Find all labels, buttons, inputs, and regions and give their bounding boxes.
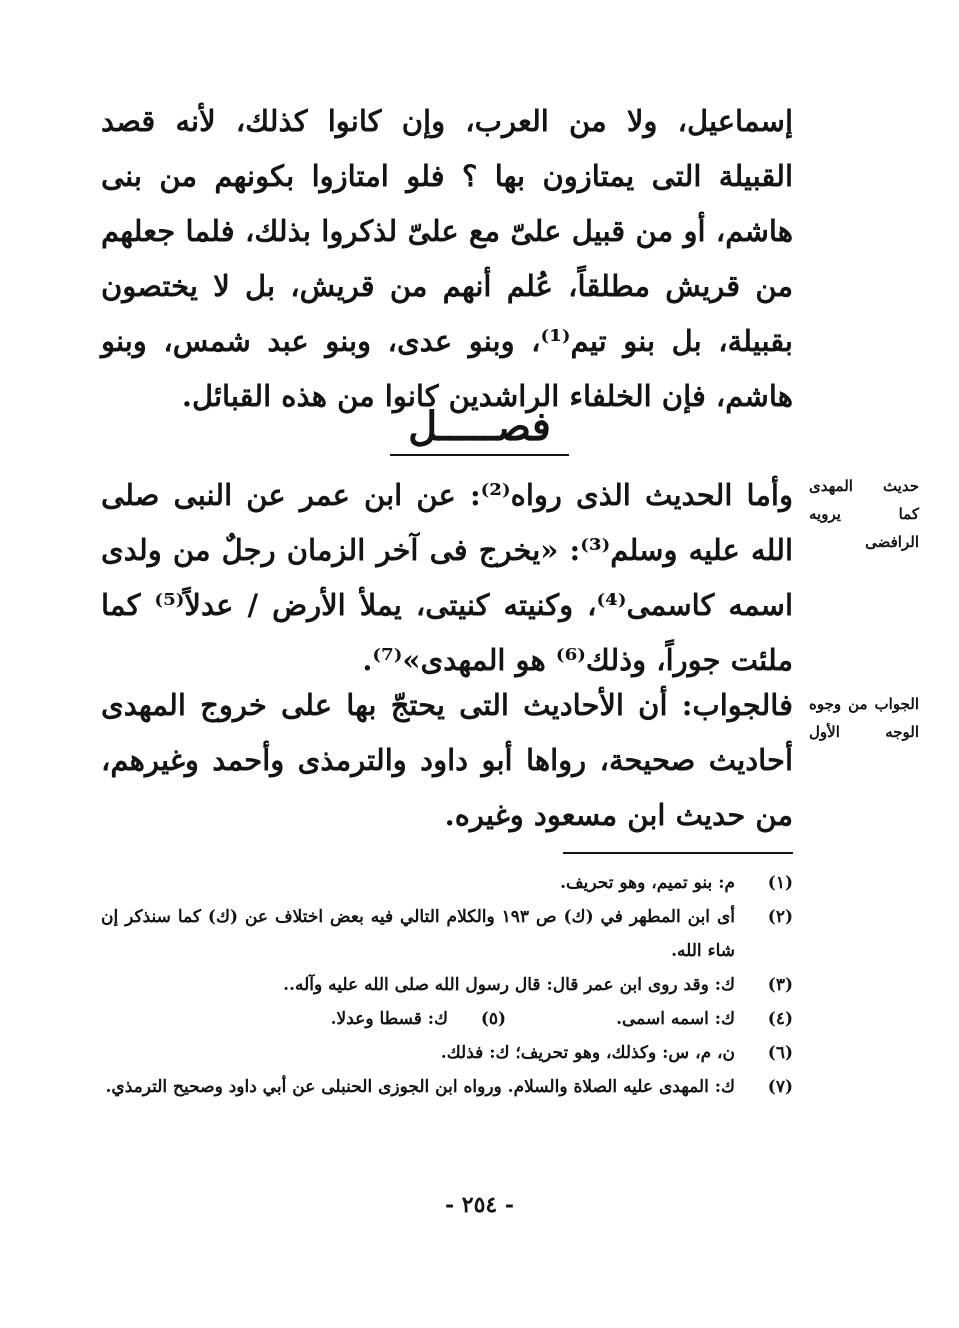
footnote-6: [101, 1036, 793, 1070]
footnote-number: (١): [767, 873, 793, 893]
footnote-number: (٤): [767, 1009, 793, 1029]
paragraph-3-lead: فالجواب: [692, 688, 793, 722]
paragraph-1: إسماعيل، ولا من العرب، وإن كانوا كذلك، لأنه قصد القبيلة التى يمتازون بها ؟ فلو امتازوا بكونهم من بنى هاشم، أو من قبيل علىّ مع علىّ لذكروا بذلك، فلما جعلهم من قريش مطلقاً، عُلم أنهم من قريش، بل لا يختصون بقبيلة، بل بنو تيم⁽¹⁾، وبنو عدى، وبنو عبد شمس، وبنو هاشم، فإن الخلفاء الراشدين كانوا من هذه القبائل.: [101, 104, 793, 413]
paragraph-2: وأما الحديث الذى رواه⁽²⁾: عن ابن عمر عن النبى صلى الله عليه وسلم⁽³⁾: «يخرج فى آخر الزمان رجلٌ من ولدى اسمه كاسمى⁽⁴⁾، وكنيته كنيتى، يملأ الأرض / عدلاً⁽⁵⁾ كما ملئت جوراً، وذلك⁽⁶⁾ هو المهدى»⁽⁷⁾.: [101, 478, 794, 677]
footnote-number: (٦): [767, 1043, 793, 1063]
footnote-number: (٧): [767, 1077, 793, 1097]
section-heading: [0, 400, 959, 456]
page-number: - ٢٥٤ -: [444, 1192, 515, 1218]
footnote-text: ك: وقد روى ابن عمر قال: قال رسول الله صلى الله عليه وآله..: [283, 975, 735, 995]
footnote-text: م: بنو تميم، وهو تحريف.: [560, 873, 735, 893]
footnote-row-4-5: [101, 1002, 793, 1036]
footnote-text: أى ابن المطهر في (ك) ص ١٩٣ والكلام التالي فيه بعض اختلاف عن (ك) كما سنذكر إن شاء الله.: [101, 907, 735, 961]
footnote-4: [616, 1002, 793, 1036]
footnote-number: (٣): [767, 975, 793, 995]
footnote-2: [101, 900, 793, 968]
paragraph-3-text: : أن الأحاديث التى يحتجّ بها على خروج المهدى أحاديث صحيحة، رواها أبو داود والترمذى وأحمد وغيرهم، من حديث ابن مسعود وغيره.: [101, 688, 793, 832]
footnote-number: (٥): [480, 1009, 507, 1029]
margin-note-mahdi-hadith: حديث المهدى كما يرويه الرافضى: [809, 477, 919, 551]
footnote-3: [101, 968, 793, 1002]
footnotes: [101, 866, 793, 1104]
footnote-divider: [563, 852, 793, 854]
footnote-1: [101, 866, 793, 900]
paragraph-3: [101, 678, 793, 843]
footnote-5: [331, 1002, 506, 1036]
margin-note-answer: الجواب من وجوه الوجه الأول: [809, 695, 919, 741]
footnote-text: ن، م، س: وكذلك، وهو تحريف؛ ك: فذلك.: [440, 1043, 735, 1063]
footnote-7: [101, 1070, 793, 1104]
footnote-text: ك: اسمه اسمى.: [616, 1009, 735, 1029]
footnote-text: ك: المهدى عليه الصلاة والسلام. ورواه ابن الجوزى الحنبلى عن أبي داود وصحيح الترمذي.: [105, 1077, 735, 1097]
section-heading-text: فصـــــل: [390, 400, 569, 456]
footnote-text: ك: قسطا وعدلا.: [330, 1009, 449, 1029]
footnote-number: (٢): [767, 907, 793, 927]
